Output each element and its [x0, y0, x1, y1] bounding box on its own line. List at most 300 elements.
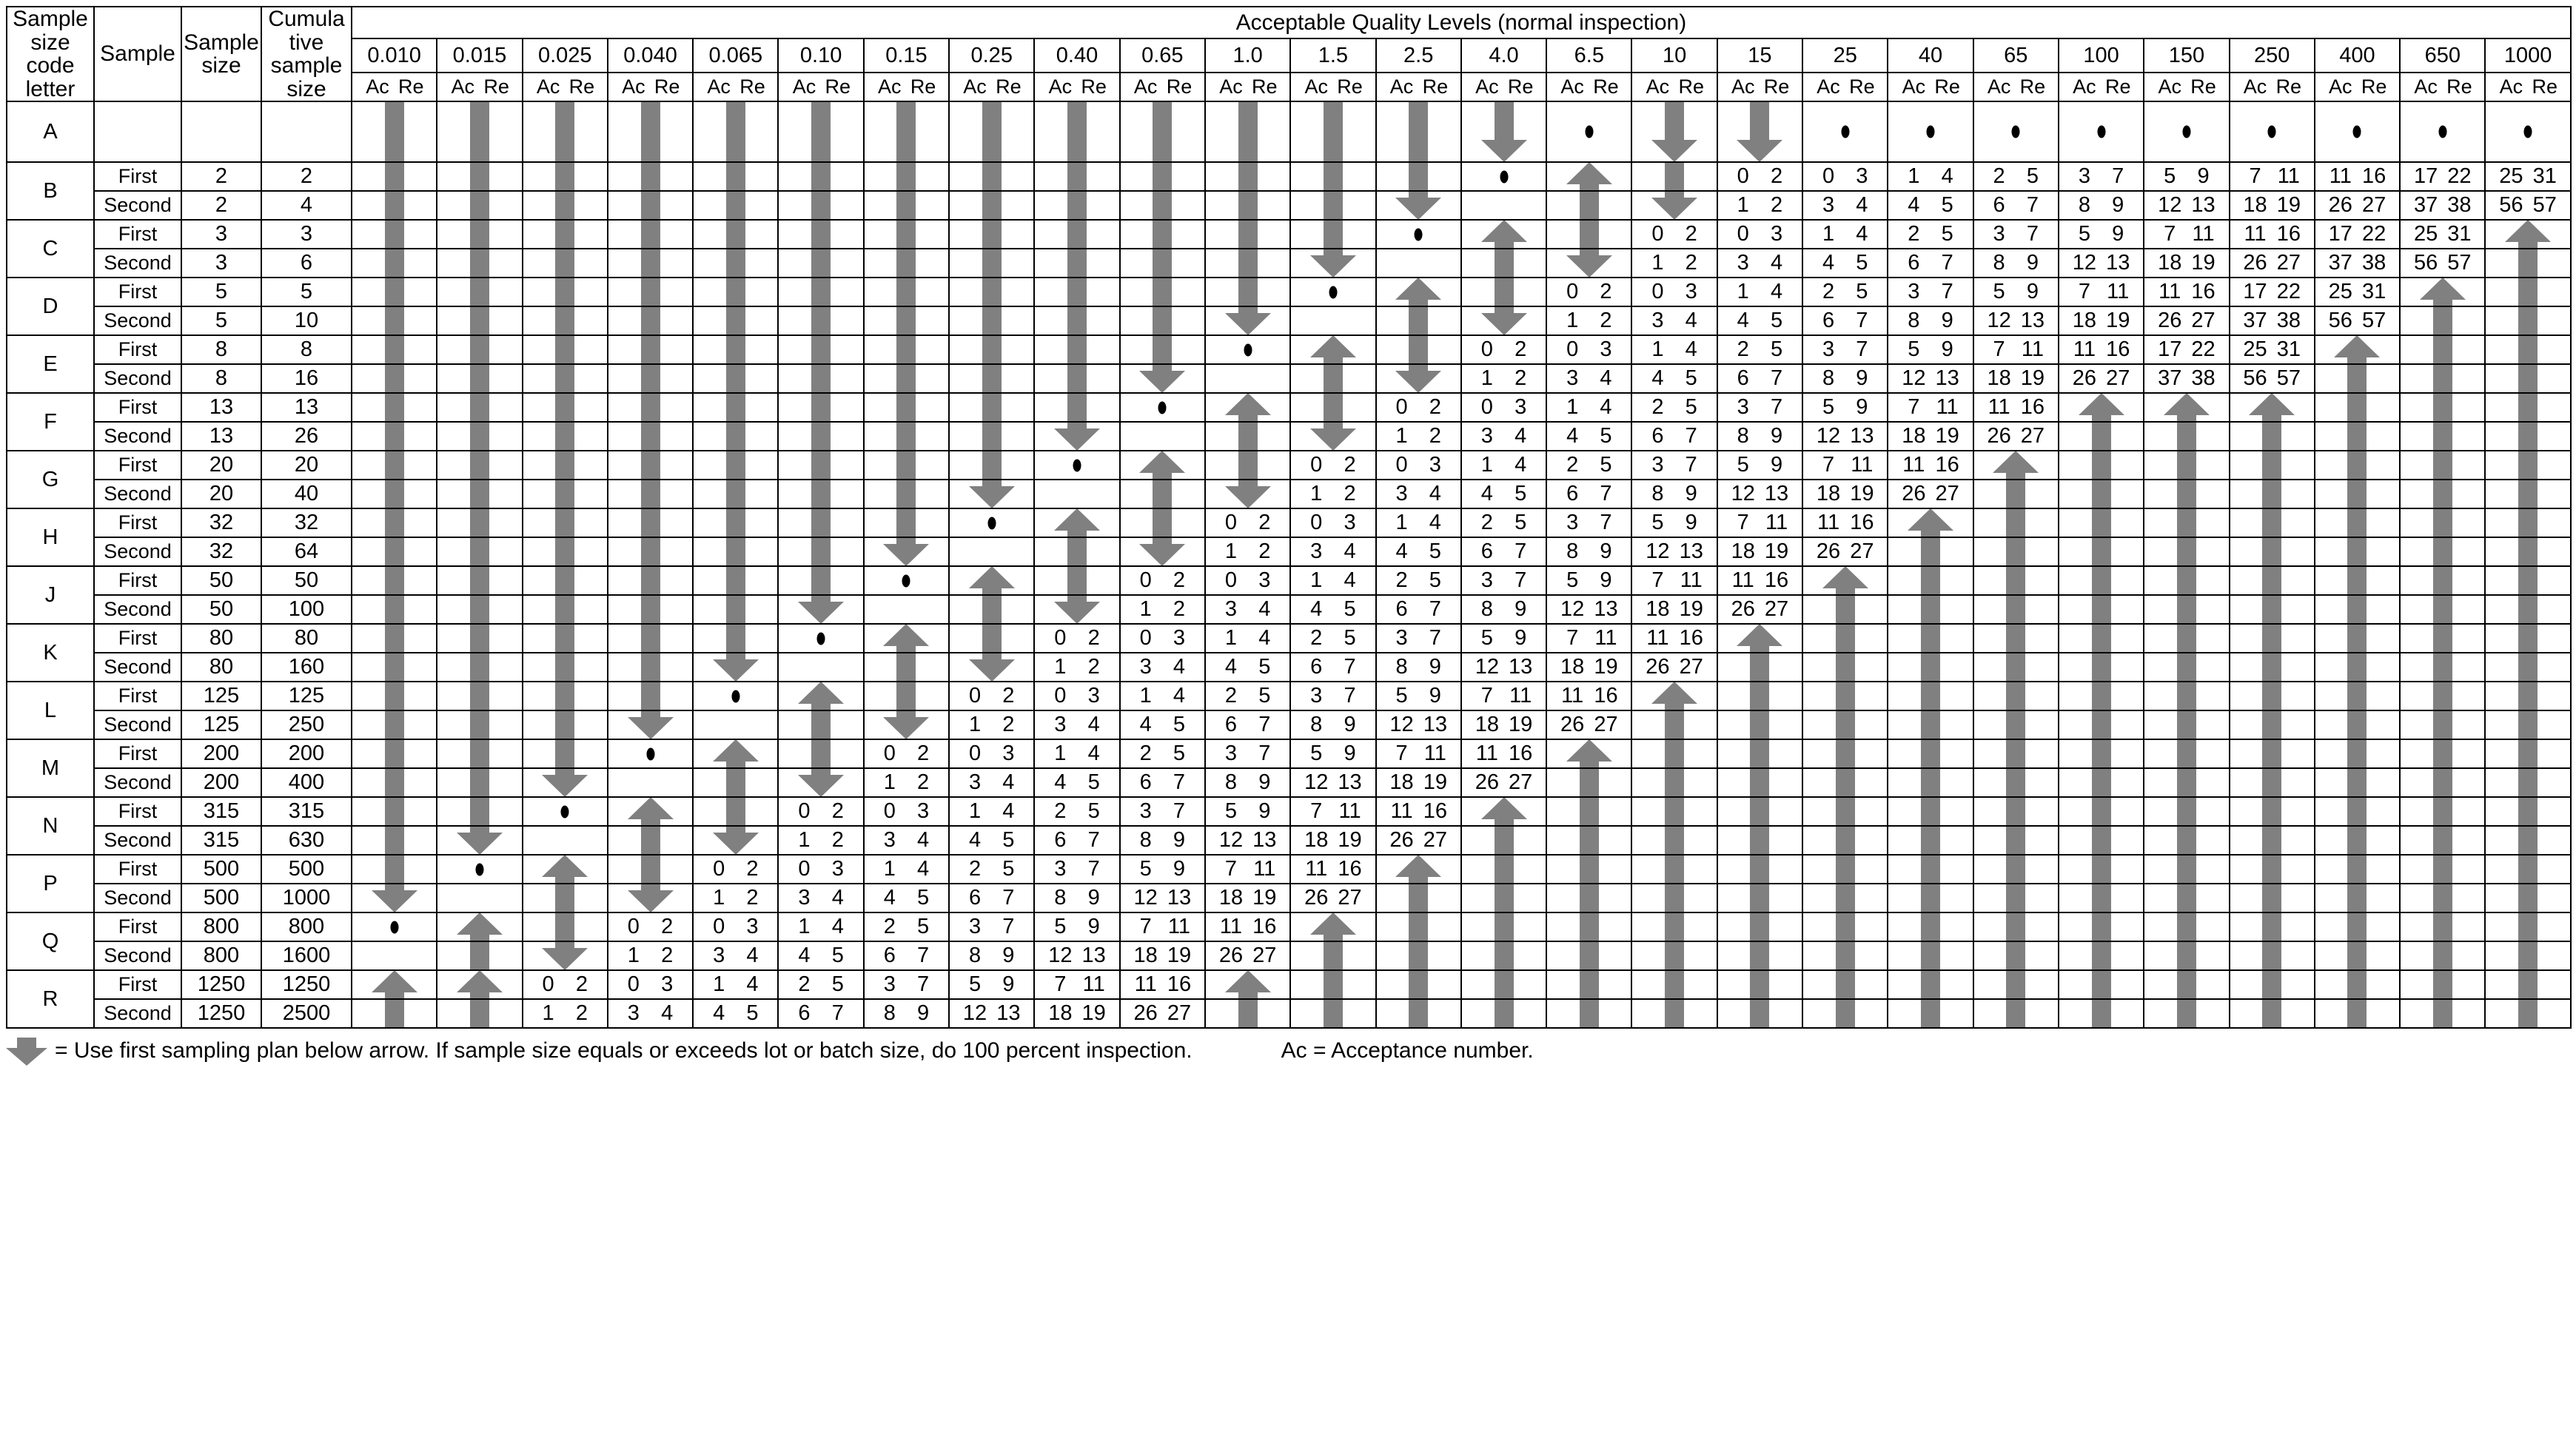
arrow-shaft: [2433, 710, 2452, 739]
arrow-shaft: [2347, 624, 2367, 653]
shaft-cell-400: [2315, 797, 2400, 826]
ac-value: 17: [2328, 222, 2352, 246]
arrow-shaft: [2347, 566, 2367, 595]
arrow-shaft: [2177, 422, 2196, 451]
arrow-shaft: [555, 422, 574, 451]
dot-cell-100: [2059, 101, 2144, 162]
plan-cell-0.025: [523, 970, 608, 999]
ac-label: Ac: [707, 75, 731, 98]
plan-cell-0.15: [864, 970, 949, 999]
ac-value: 56: [2243, 366, 2267, 390]
arrow-shaft: [1580, 249, 1599, 257]
arrow-down-cell-0.40: [1034, 566, 1119, 595]
ac-value: 18: [1902, 424, 1926, 448]
sample-stage-label: First: [94, 797, 181, 826]
ac-value: 26: [1646, 655, 1670, 679]
shaft-cell-400: [2315, 595, 2400, 624]
ac-value: 4: [1054, 770, 1067, 794]
arrow-shaft: [1409, 884, 1428, 912]
arrow-shaft: [726, 249, 745, 278]
re-value: 2: [1685, 222, 1697, 246]
shaft-cell-400: [2315, 710, 2400, 739]
arrow-shaft: [726, 826, 745, 834]
arrow-shaft: [811, 566, 831, 595]
shaft-cell-10: [1631, 941, 1717, 970]
re-value: 19: [2191, 251, 2216, 275]
shaft-cell-0.010: [352, 508, 437, 537]
shaft-cell-400: [2315, 508, 2400, 537]
re-value: 7: [1600, 482, 1612, 505]
shaft-cell-150: [2144, 970, 2229, 999]
code-letter-E: E: [7, 335, 94, 393]
arrow-shaft: [2092, 682, 2111, 710]
shaft-cell-15: [1717, 739, 1802, 768]
sample-size-value: 1250: [181, 970, 261, 999]
re-value: 7: [1002, 915, 1015, 938]
shaft-cell-0.25: [949, 191, 1034, 220]
arrow-shaft: [1495, 884, 1514, 912]
ac-value: 4: [1566, 424, 1579, 448]
ac-value: 0: [627, 972, 640, 996]
arrow-shaft: [1067, 191, 1087, 220]
ac-label: Ac: [366, 75, 389, 98]
arrow-down-cell-0.10: [778, 595, 863, 624]
ac-value: 4: [883, 886, 896, 910]
arrow-shaft: [1580, 191, 1599, 220]
code-letter-M: M: [7, 739, 94, 797]
plan-cell-1.5: [1290, 797, 1375, 826]
header-ac-re-0.15: [864, 73, 949, 101]
ac-value: 3: [1737, 395, 1749, 419]
shaft-cell-250: [2230, 508, 2315, 537]
dot-marker: [2438, 126, 2446, 138]
shaft-cell-0.040: [608, 653, 693, 682]
arrow-shaft: [1324, 356, 1343, 364]
shaft-cell-400: [2315, 451, 2400, 480]
plan-cell-2.5: [1376, 739, 1461, 768]
arrow-up-cell-0.015: [437, 941, 522, 970]
arrow-shaft: [641, 826, 660, 855]
arrow-shaft: [2092, 941, 2111, 970]
arrow-up-cell-10: [1631, 710, 1717, 739]
plan-cell-150: [2144, 162, 2229, 191]
arrow-shaft: [726, 162, 745, 191]
re-label: Re: [2019, 75, 2046, 98]
plan-cell-10: [1631, 595, 1717, 624]
arrow-shaft: [726, 306, 745, 335]
arrow-shaft: [2177, 480, 2196, 508]
shaft-cell-0.015: [437, 278, 522, 306]
re-value: 4: [917, 857, 930, 881]
re-value: 5: [1002, 857, 1015, 881]
ac-value: 3: [1822, 337, 1835, 361]
arrow-shaft: [1409, 335, 1428, 364]
re-value: 9: [1770, 453, 1783, 477]
arrow-shaft: [811, 537, 831, 566]
arrow-shaft: [1238, 101, 1258, 162]
re-label: Re: [825, 75, 851, 98]
ac-value: 11: [2329, 164, 2352, 188]
arrow-shaft: [385, 249, 404, 278]
plan-cell-40: [1888, 306, 1973, 335]
ac-value: 1: [1822, 222, 1835, 246]
arrow-shaft: [2347, 970, 2367, 999]
re-label: Re: [996, 75, 1022, 98]
arrow-shaft: [2177, 912, 2196, 941]
arrow-shaft: [2518, 768, 2538, 797]
plan-cell-0.25: [949, 710, 1034, 739]
arrow-down-head: [798, 602, 844, 624]
re-value: 2: [917, 742, 930, 765]
shaft-cell-65: [1973, 682, 2059, 710]
plan-cell-1.0: [1205, 941, 1290, 970]
plan-cell-10: [1631, 624, 1717, 653]
shaft-cell-0.010: [352, 249, 437, 278]
shaft-cell-650: [2400, 826, 2485, 855]
re-value: 27: [2191, 309, 2216, 332]
shaft-cell-650: [2400, 595, 2485, 624]
arrow-shaft: [385, 451, 404, 480]
re-value: 16: [2106, 337, 2130, 361]
header-aql-400: 400: [2315, 38, 2400, 72]
plan-cell-400: [2315, 191, 2400, 220]
sample-stage-label: First: [94, 739, 181, 768]
plan-cell-40: [1888, 451, 1973, 480]
arrow-shaft: [726, 422, 745, 451]
shaft-cell-0.15: [864, 451, 949, 480]
shaft-cell-0.10: [778, 508, 863, 537]
shaft-cell-15: [1717, 826, 1802, 855]
plan-cell-4.0: [1461, 480, 1546, 508]
shaft-cell-250: [2230, 970, 2315, 999]
re-value: 27: [1509, 770, 1533, 794]
shaft-cell-1000: [2485, 393, 2570, 422]
re-value: 2: [1600, 309, 1612, 332]
ac-value: 18: [2072, 309, 2097, 332]
plan-cell-15: [1717, 162, 1802, 191]
re-value: 5: [917, 886, 930, 910]
ac-value: 2: [1651, 395, 1664, 419]
ac-value: 12: [1987, 309, 2011, 332]
arrow-shaft: [1750, 884, 1769, 912]
dot-cell-4.0: [1461, 162, 1546, 191]
shaft-cell-0.40: [1034, 278, 1119, 306]
arrow-up-cell-650: [2400, 306, 2485, 335]
arrow-shaft: [470, 933, 489, 941]
arrow-shaft: [726, 364, 745, 393]
dot-marker: [390, 921, 398, 933]
arrow-shaft: [470, 682, 489, 710]
arrow-shaft: [1836, 653, 1855, 682]
arrow-shaft: [555, 710, 574, 739]
shaft-cell-0.25: [949, 364, 1034, 393]
shaft-cell-100: [2059, 855, 2144, 884]
ac-value: 7: [2249, 164, 2261, 188]
shaft-cell-1.5: [1290, 999, 1375, 1028]
shaft-cell-0.015: [437, 653, 522, 682]
shaft-cell-1000: [2485, 941, 2570, 970]
shaft-cell-0.015: [437, 595, 522, 624]
arrow-up-head: [457, 912, 503, 935]
arrow-up-head: [1566, 162, 1612, 184]
re-value: 19: [1338, 828, 1362, 852]
shaft-cell-0.15: [864, 220, 949, 249]
plan-cell-0.65: [1120, 855, 1205, 884]
plan-cell-25: [1802, 480, 1888, 508]
arrow-shaft: [2518, 278, 2538, 306]
header-aql-40: 40: [1888, 38, 1973, 72]
plan-cell-100: [2059, 278, 2144, 306]
shaft-cell-0.065: [693, 278, 778, 306]
arrow-shaft: [2518, 249, 2538, 278]
arrow-shaft: [385, 537, 404, 566]
table-row: [7, 710, 2571, 739]
re-value: 13: [1509, 655, 1533, 679]
re-value: 16: [2361, 164, 2387, 188]
arrow-shaft: [1836, 912, 1855, 941]
plan-cell-15: [1717, 422, 1802, 451]
arrow-shaft: [1836, 682, 1855, 710]
arrow-up-cell-15: [1717, 653, 1802, 682]
plan-cell-0.10: [778, 912, 863, 941]
ac-value: 26: [1560, 713, 1585, 736]
shaft-cell-25: [1802, 768, 1888, 797]
ac-value: 26: [1987, 424, 2011, 448]
re-value: 4: [1002, 799, 1015, 823]
ac-value: 1: [968, 713, 982, 736]
dot-cell-0.25: [949, 508, 1034, 537]
legend: [6, 1036, 2576, 1066]
shaft-cell-1000: [2485, 537, 2570, 566]
ac-value: 1: [713, 886, 725, 910]
arrow-shaft: [641, 249, 660, 278]
ac-value: 4: [968, 828, 982, 852]
arrow-up-head: [1395, 855, 1441, 877]
plan-cell-6.5: [1546, 508, 1631, 537]
arrow-shaft: [2177, 451, 2196, 480]
arrow-up-cell-1000: [2485, 249, 2570, 278]
arrow-up-cell-2.5: [1376, 884, 1461, 912]
cumulative-sample-size-value: 315: [261, 797, 352, 826]
dot-marker: [2353, 126, 2361, 138]
plan-cell-650: [2400, 162, 2485, 191]
sample-size-value: 32: [181, 508, 261, 537]
arrow-shaft: [1153, 278, 1172, 306]
ac-value: 0: [1224, 511, 1238, 534]
sample-stage-label: First: [94, 566, 181, 595]
plan-cell-1.5: [1290, 682, 1375, 710]
arrow-down-cell-0.65: [1120, 537, 1205, 566]
plan-cell-0.040: [608, 941, 693, 970]
re-value: 9: [1087, 886, 1100, 910]
plan-cell-4.0: [1461, 335, 1546, 364]
header-aql-650: 650: [2400, 38, 2485, 72]
ac-label: Ac: [1560, 75, 1584, 98]
arrow-shaft: [726, 653, 745, 661]
arrow-shaft: [726, 537, 745, 566]
shaft-cell-250: [2230, 566, 2315, 595]
sample-stage-label: Second: [94, 480, 181, 508]
arrow-up-cell-25: [1802, 595, 1888, 624]
arrow-shaft: [726, 508, 745, 537]
plan-cell-1.5: [1290, 624, 1375, 653]
plan-cell-0.10: [778, 941, 863, 970]
arrow-up-cell-1.0: [1205, 999, 1290, 1028]
arrow-shaft: [2006, 999, 2025, 1028]
table-row: [7, 364, 2571, 393]
dot-cell-6.5: [1546, 101, 1631, 162]
shaft-cell-650: [2400, 912, 2485, 941]
re-value: 2: [746, 886, 759, 910]
arrow-shaft: [1580, 768, 1599, 797]
re-value: 2: [1173, 597, 1186, 621]
arrow-up-cell-250: [2230, 422, 2315, 451]
arrow-shaft: [2177, 768, 2196, 797]
ac-label: Ac: [622, 75, 645, 98]
re-value: 13: [2106, 251, 2130, 275]
ac-value: 18: [1646, 597, 1670, 621]
shaft-cell-15: [1717, 855, 1802, 884]
code-letter-P: P: [7, 855, 94, 912]
arrow-shaft: [726, 566, 745, 595]
plan-cell-65: [1973, 306, 2059, 335]
ac-value: 0: [1651, 222, 1664, 246]
arrow-shaft: [2433, 364, 2452, 393]
arrow-shaft: [1238, 991, 1258, 999]
arrow-up-cell-650: [2400, 278, 2485, 306]
ac-value: 6: [1737, 366, 1749, 390]
shaft-cell-0.065: [693, 480, 778, 508]
shaft-cell-15: [1717, 884, 1802, 912]
arrow-shaft: [726, 393, 745, 422]
shaft-cell-100: [2059, 624, 2144, 653]
re-value: 9: [1087, 915, 1100, 938]
plan-cell-250: [2230, 191, 2315, 220]
shaft-cell-4.0: [1461, 884, 1546, 912]
ac-value: 3: [627, 1001, 640, 1025]
arrow-shaft: [641, 191, 660, 220]
header-ac-re-150: [2144, 73, 2229, 101]
shaft-cell-0.65: [1120, 101, 1205, 162]
re-value: 5: [1600, 424, 1612, 448]
ac-value: 18: [1731, 539, 1755, 563]
shaft-cell-25: [1802, 797, 1888, 826]
cumulative-sample-size-value: [261, 101, 352, 162]
arrow-up-cell-0.40: [1034, 537, 1119, 566]
plan-cell-100: [2059, 162, 2144, 191]
shaft-cell-0.010: [352, 101, 437, 162]
arrow-up-head: [1481, 220, 1527, 242]
arrow-shaft: [641, 537, 660, 566]
arrow-shaft: [1836, 999, 1855, 1028]
ac-value: 3: [2078, 164, 2090, 188]
arrow-up-cell-40: [1888, 537, 1973, 566]
sample-size-value: 2: [181, 191, 261, 220]
arrow-shaft: [1921, 739, 1940, 768]
arrow-down-cell-0.025: [523, 912, 608, 941]
header-ac-re-1.5: [1290, 73, 1375, 101]
arrow-up-cell-6.5: [1546, 162, 1631, 191]
arrow-shaft: [2347, 941, 2367, 970]
shaft-cell-25: [1802, 682, 1888, 710]
header-sample-size: Sample size: [181, 7, 261, 101]
ac-value: 4: [1908, 193, 1920, 217]
sample-size-value: 50: [181, 566, 261, 595]
ac-value: 4: [1822, 251, 1835, 275]
shaft-cell-400: [2315, 739, 2400, 768]
ac-value: 8: [1310, 713, 1323, 736]
ac-value: 3: [1310, 539, 1323, 563]
re-value: 7: [2026, 193, 2039, 217]
re-value: 9: [1685, 511, 1697, 534]
arrow-shaft: [1324, 220, 1343, 249]
sample-size-value: 20: [181, 480, 261, 508]
ac-value: 12: [962, 1001, 987, 1025]
re-value: 9: [1600, 568, 1612, 592]
shaft-cell-0.025: [523, 566, 608, 595]
ac-value: 18: [1133, 944, 1158, 967]
shaft-cell-1000: [2485, 884, 2570, 912]
re-label: Re: [910, 75, 936, 98]
arrow-down-head: [372, 890, 417, 912]
ac-label: Ac: [1731, 75, 1755, 98]
arrow-shaft: [726, 191, 745, 220]
aql-double-sampling-table: [0, 6, 2576, 1432]
re-value: 4: [1258, 597, 1271, 621]
plan-cell-15: [1717, 393, 1802, 422]
re-value: 19: [1081, 1001, 1106, 1025]
shaft-cell-250: [2230, 595, 2315, 624]
arrow-down-cell-0.010: [352, 855, 437, 884]
re-value: 5: [1856, 280, 1868, 303]
ac-value: 6: [1395, 597, 1408, 621]
shaft-cell-1000: [2485, 451, 2570, 480]
arrow-shaft: [470, 451, 489, 480]
re-value: 4: [746, 944, 759, 967]
plan-cell-10: [1631, 451, 1717, 480]
arrow-shaft: [2433, 797, 2452, 826]
shaft-cell-0.15: [864, 162, 949, 191]
ac-value: 2: [1908, 222, 1920, 246]
sample-size-value: [181, 101, 261, 162]
re-value: 7: [1856, 309, 1868, 332]
arrow-shaft: [2518, 653, 2538, 682]
arrow-shaft: [2262, 912, 2281, 941]
ac-value: 0: [1054, 684, 1067, 707]
arrow-shaft: [1580, 220, 1599, 249]
code-letter-H: H: [7, 508, 94, 566]
cumulative-sample-size-value: 125: [261, 682, 352, 710]
shaft-cell-0.040: [608, 537, 693, 566]
arrow-down-cell-0.025: [523, 768, 608, 797]
arrow-shaft: [1324, 999, 1343, 1028]
shaft-cell-1000: [2485, 624, 2570, 653]
ac-value: 11: [1817, 511, 1840, 534]
arrow-shaft: [555, 278, 574, 306]
arrow-up-head: [1737, 624, 1782, 646]
cumulative-sample-size-value: 1000: [261, 884, 352, 912]
arrow-down-cell-2.5: [1376, 335, 1461, 364]
plan-cell-0.040: [608, 970, 693, 999]
arrow-shaft: [470, 101, 489, 162]
ac-value: 7: [1395, 742, 1408, 765]
arrow-shaft: [2006, 970, 2025, 999]
ac-value: 7: [1224, 857, 1238, 881]
ac-value: 2: [1054, 799, 1067, 823]
shaft-cell-150: [2144, 912, 2229, 941]
re-value: 4: [1856, 222, 1868, 246]
arrow-shaft: [896, 480, 916, 508]
